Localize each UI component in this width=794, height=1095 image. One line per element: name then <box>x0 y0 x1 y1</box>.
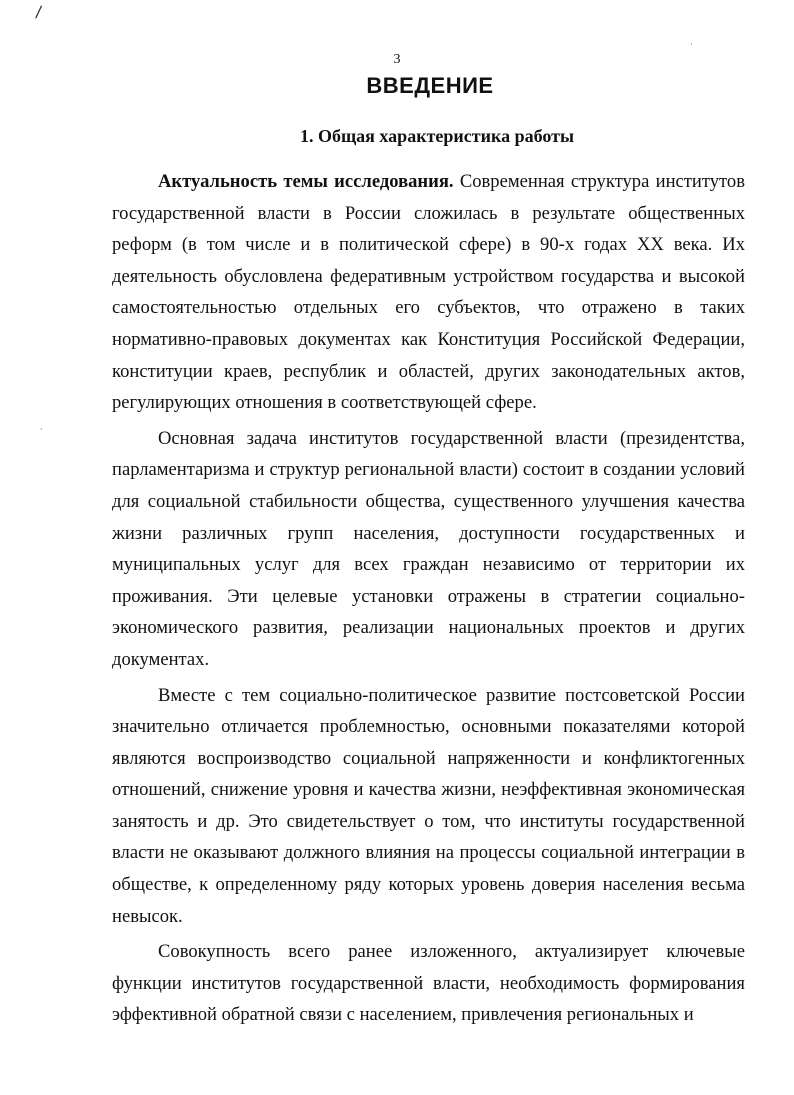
paragraph-2 <box>112 423 745 676</box>
paragraph-3 <box>112 680 745 933</box>
paragraph-4 <box>112 936 745 1031</box>
scan-mark-top-right: · <box>690 40 693 49</box>
paragraph-text: Вместе с тем социально-политическое развитие постсоветской России значительно отличается проблемностью, основными показателями которой являются воспроизводство социальной напряженности и конфликтогенных отношений, снижение уровня и качества жизни, неэффективная экономическая занятость и др. Это свидетельствует о том, что институты государственной власти не оказывают должного влияния на процессы социальной интеграции в обществе, к определенному ряду которых уровень доверия населения весьма невысок. <box>112 684 745 927</box>
body-text <box>112 166 745 1035</box>
scan-mark-left: · <box>40 425 43 434</box>
section-title: 1. Общая характеристика работы <box>299 126 575 146</box>
paragraph-lead: Актуальность темы исследования. <box>158 171 454 192</box>
paragraph-1 <box>112 166 745 419</box>
paragraph-text: Современная структура институтов государственной власти в России сложилась в результате общественных реформ (в том числе и в политической сфере) в 90-х годах XX века. Их деятельность обусловлена федеративным устройством государства и высокой самостоятельностью отдельных его субъектов, что отражено в таких нормативно-правовых документах как Конституция Российской Федерации, конституции краев, республик и областей, других законодательных актов, регулирующих отношения в соответствующей сфере. <box>112 171 745 414</box>
scan-mark-top-left: / <box>34 1 43 22</box>
paragraph-text: Совокупность всего ранее изложенного, актуализирует ключевые функции институтов государственной власти, необходимость формирования эффективной обратной связи с населением, привлечения региональных и <box>112 941 745 1026</box>
page-number: 3 <box>393 52 401 67</box>
paragraph-text: Основная задача институтов государственной власти (президентства, парламентаризма и структур региональной власти) состоит в создании условий для социальной стабильности общества, существенного улучшения качества жизни различных групп населения, доступности государственных и муниципальных услуг для всех граждан независимо от территории их проживания. Эти целевые установки отражены в стратегии социально-экономического развития, реализации национальных проектов и других документах. <box>112 427 745 670</box>
main-title: ВВЕДЕНИЕ <box>366 73 494 98</box>
